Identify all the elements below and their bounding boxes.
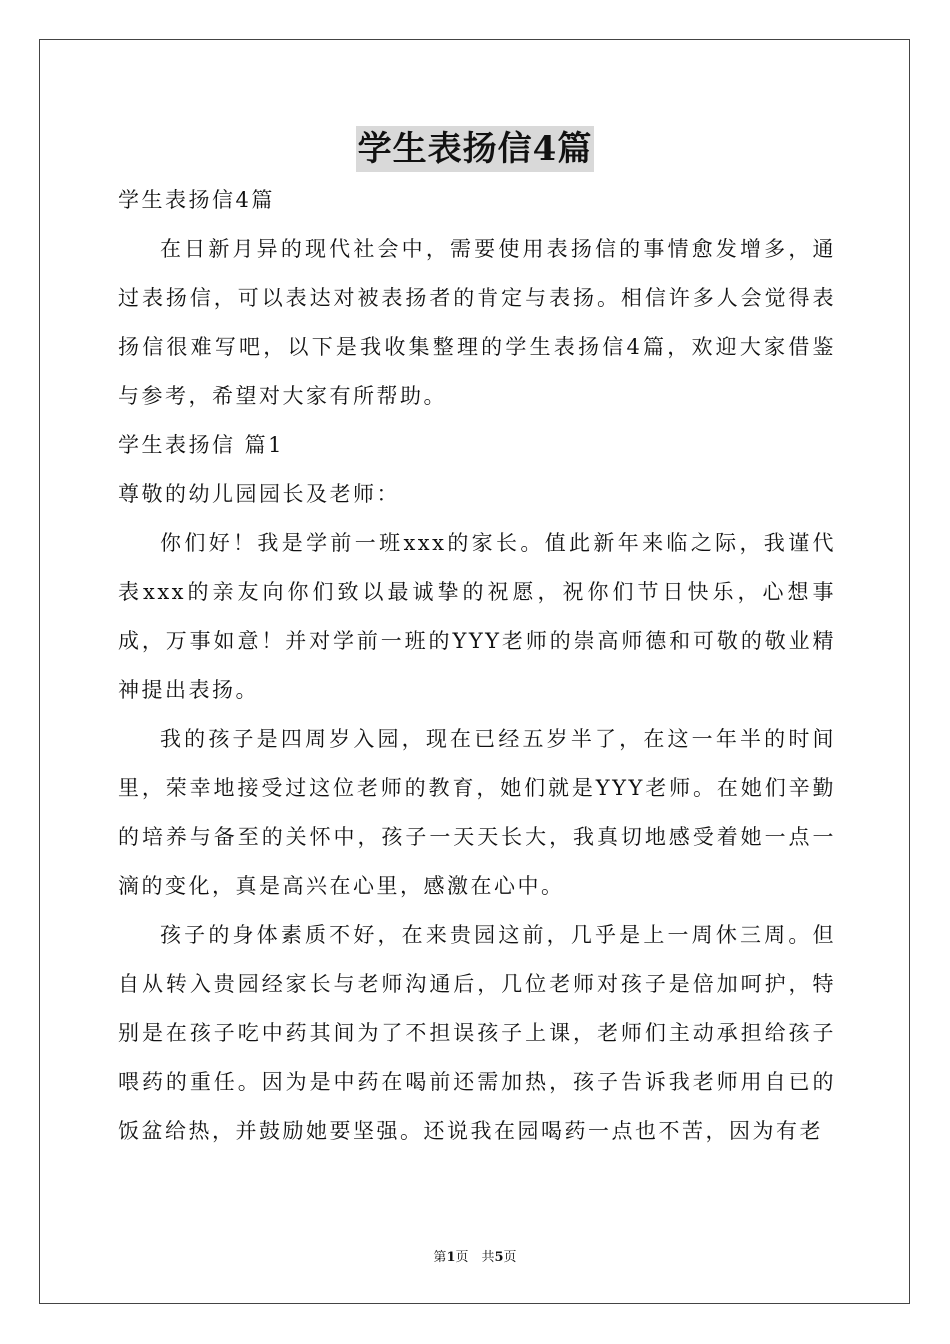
paragraph: 我的孩子是四周岁入园，现在已经五岁半了，在这一年半的时间里，荣幸地接受过这位老师的教育，她们就是YYY老师。在她们辛勤的培养与备至的关怀中，孩子一天天长大，我真切地感受着她一点一滴的变化，真是高兴在心里，感激在心中。	[118, 727, 836, 898]
footer-page-suffix: 页	[503, 1250, 517, 1265]
paragraph: 学生表扬信4篇	[118, 188, 275, 212]
paragraph: 在日新月异的现代社会中，需要使用表扬信的事情愈发增多，通过表扬信，可以表达对被表扬者的肯定与表扬。相信许多人会觉得表扬信很难写吧，以下是我收集整理的学生表扬信4篇，欢迎大家借鉴与参考，希望对大家有所帮助。	[118, 237, 836, 408]
paragraph: 学生表扬信 篇1	[118, 433, 285, 457]
page-footer	[0, 1246, 950, 1265]
paragraph: 你们好！我是学前一班xxx的家长。值此新年来临之际，我谨代表xxx的亲友向你们致以最诚挚的祝愿，祝你们节日快乐，心想事成，万事如意！并对学前一班的YYY老师的崇高师德和可敬的敬业精神提出表扬。	[118, 531, 836, 702]
footer-page-prefix: 第	[433, 1250, 447, 1265]
footer-page-total: 5	[494, 1250, 504, 1265]
document-title: 学生表扬信4篇	[356, 126, 595, 172]
paragraph: 孩子的身体素质不好，在来贵园这前，几乎是上一周休三周。但自从转入贵园经家长与老师沟通后，几位老师对孩子是倍加呵护，特别是在孩子吃中药其间为了不担误孩子上课，老师们主动承担给孩子喂药的重任。因为是中药在喝前还需加热，孩子告诉我老师用自已的饭盆给热，并鼓励她要坚强。还说我在园喝药一点也不苦，因为有老	[118, 923, 836, 1143]
title-container	[0, 126, 950, 172]
paragraph: 尊敬的幼儿园园长及老师：	[118, 482, 400, 506]
document-body	[118, 176, 836, 1156]
footer-page-mid: 页 共	[455, 1250, 495, 1265]
footer-page-current: 1	[446, 1250, 456, 1265]
